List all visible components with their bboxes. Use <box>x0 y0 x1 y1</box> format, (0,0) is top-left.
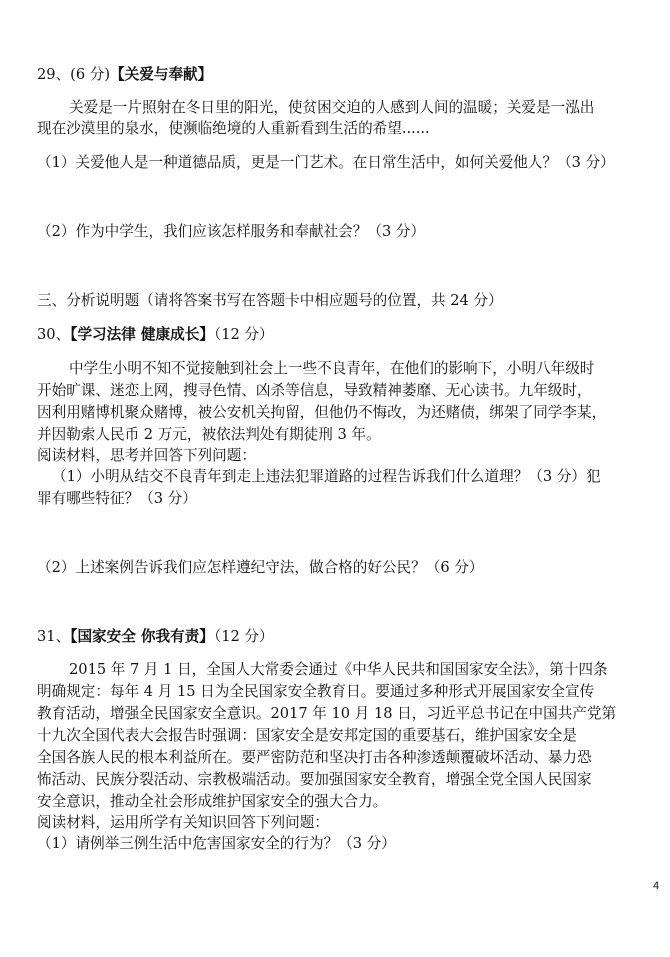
q30-para-line-2: 开始旷课、迷恋上网，搜寻色情、凶杀等信息，导致精神萎靡、无心读书。九年级时， <box>37 382 592 399</box>
q30-para-line-1: 中学生小明不知不觉接触到社会上一些不良青年，在他们的影响下，小明八年级时 <box>69 360 595 377</box>
q30-para-line-4: 并因勒索人民币 2 万元，被依法判处有期徒刑 3 年。 <box>37 426 381 443</box>
q30-number: 30、 <box>37 326 71 343</box>
q29-topic: 【关爱与奉献】 <box>110 66 213 83</box>
q29-sub2: （2）作为中学生，我们应该怎样服务和奉献社会？（3 分） <box>37 223 426 240</box>
q31-para-line-1: 2015 年 7 月 1 日，全国人大常委会通过《中华人民共和国国家安全法》，第十四条 <box>69 661 608 678</box>
q31-para-line-5: 全国各族人民的根本利益所在。要严密防范和坚决打击各种渗透颠覆破坏活动、暴力恐 <box>37 749 592 766</box>
q31-para-line-3: 教育活动，增强全民国家安全意识。2017 年 10 月 18 日，习近平总书记在中国共产党第 <box>37 705 617 722</box>
q31-para-line-4: 十九次全国代表大会报告时强调：国家安全是安邦定国的重要基石，维护国家安全是 <box>37 727 577 744</box>
q30-sub2: （2）上述案例告诉我们应怎样遵纪守法，做合格的好公民？（6 分） <box>37 559 484 576</box>
q30-sub1-line-2: 罪有哪些特征？（3 分） <box>37 490 197 507</box>
q31-topic: 【国家安全 你我有责】 <box>70 628 214 645</box>
q29-sub1: （1）关爱他人是一种道德品质，更是一门艺术。在日常生活中，如何关爱他人？（3 分） <box>37 154 615 171</box>
q31-heading <box>37 627 274 647</box>
q29-number: 29、(6 分) <box>37 66 111 83</box>
q30-para-line-3: 因利用赌博机聚众赌博，被公安机关拘留，但他仍不悔改，为还赌债，绑架了同学李某， <box>37 404 607 421</box>
q30-heading <box>37 325 274 345</box>
q31-para-line-6: 怖活动、民族分裂活动、宗教极端活动。要加强国家安全教育，增强全党全国人民国家 <box>37 771 592 788</box>
section3-title: 三、分析说明题（请将答案书写在答题卡中相应题号的位置，共 24 分） <box>37 292 503 309</box>
q30-score: （12 分） <box>213 326 274 343</box>
q29-para-line-1: 关爱是一片照射在冬日里的阳光，使贫困交迫的人感到人间的温暖；关爱是一泓出 <box>69 99 595 116</box>
q31-score: （12 分） <box>213 628 274 645</box>
q31-para-line-7: 安全意识，推动全社会形成维护国家安全的强大合力。 <box>37 793 388 810</box>
q30-topic: 【学习法律 健康成长】 <box>70 326 214 343</box>
q31-number: 31、 <box>37 628 71 645</box>
q31-para-line-8: 阅读材料，运用所学有关知识回答下列问题： <box>37 814 329 831</box>
q29-para-line-2: 现在沙漠里的泉水，使濒临绝境的人重新看到生活的希望...... <box>37 120 430 137</box>
q31-sub1: （1）请例举三例生活中危害国家安全的行为？（3 分） <box>37 835 396 852</box>
page-number: 4 <box>653 880 660 892</box>
q31-para-line-2: 明确规定：每年 4 月 15 日为全民国家安全教育日。要通过多种形式开展国家安全宣传 <box>37 683 595 700</box>
q29-heading <box>37 65 212 85</box>
q30-para-line-5: 阅读材料，思考并回答下列问题： <box>37 447 256 464</box>
q30-sub1-line-1: （1）小明从结交不良青年到走上违法犯罪道路的过程告诉我们什么道理？（3 分）犯 <box>52 468 601 485</box>
